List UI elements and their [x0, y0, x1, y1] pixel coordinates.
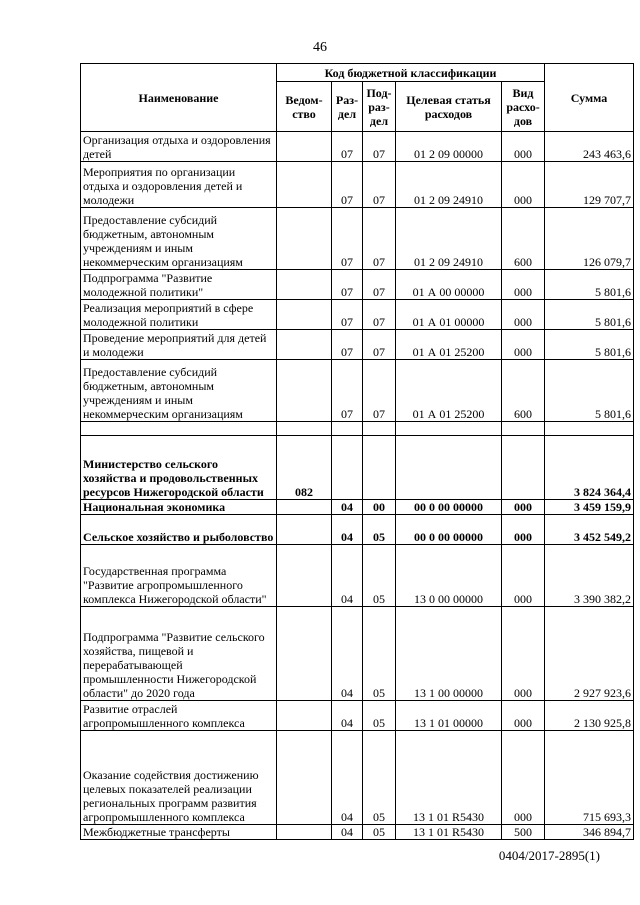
cell-razdel: 04: [332, 731, 363, 825]
cell-tselevaya: [396, 422, 502, 436]
cell-razdel: 04: [332, 701, 363, 731]
cell-name: Мероприятия по организации отдыха и оздоровления детей и молодежи: [81, 162, 277, 208]
cell-razdel: 07: [332, 360, 363, 422]
cell-vedomstvo: [277, 162, 332, 208]
cell-vedomstvo: [277, 701, 332, 731]
table-row: [81, 701, 634, 731]
header-name: Наименование: [81, 64, 277, 132]
cell-name: Подпрограмма "Развитие молодежной политики": [81, 270, 277, 300]
cell-vedomstvo: 082: [277, 436, 332, 500]
cell-sum: 5 801,6: [545, 330, 634, 360]
cell-vid: 000: [502, 607, 545, 701]
cell-sum: 5 801,6: [545, 360, 634, 422]
cell-tselevaya: 01 А 00 00000: [396, 270, 502, 300]
cell-sum: 129 707,7: [545, 162, 634, 208]
cell-tselevaya: 01 А 01 25200: [396, 330, 502, 360]
header-sum: Сумма: [545, 64, 634, 132]
cell-podrazdel: 05: [363, 701, 396, 731]
table-row: [81, 500, 634, 515]
cell-sum: 3 390 382,2: [545, 545, 634, 607]
page-number: 46: [313, 40, 327, 55]
cell-razdel: 07: [332, 270, 363, 300]
cell-razdel: 04: [332, 500, 363, 515]
table-row: [81, 300, 634, 330]
cell-podrazdel: 07: [363, 330, 396, 360]
document-code: 0404/2017-2895(1): [498, 848, 600, 863]
header-razdel: Раз-дел: [332, 82, 363, 132]
cell-razdel: 07: [332, 300, 363, 330]
cell-podrazdel: 05: [363, 731, 396, 825]
cell-razdel: 04: [332, 545, 363, 607]
table-row: [81, 436, 634, 500]
cell-vedomstvo: [277, 300, 332, 330]
cell-vedomstvo: [277, 500, 332, 515]
cell-vedomstvo: [277, 330, 332, 360]
cell-name: Сельское хозяйство и рыболовство: [81, 515, 277, 545]
cell-tselevaya: 01 2 09 24910: [396, 208, 502, 270]
cell-razdel: 04: [332, 515, 363, 545]
cell-sum: 2 927 923,6: [545, 607, 634, 701]
table-row: [81, 132, 634, 162]
cell-podrazdel: 05: [363, 607, 396, 701]
cell-vid: 000: [502, 330, 545, 360]
cell-razdel: 07: [332, 208, 363, 270]
cell-name: Министерство сельского хозяйства и продовольственных ресурсов Нижегородской области: [81, 436, 277, 500]
cell-vedomstvo: [277, 132, 332, 162]
cell-name: Оказание содействия достижению целевых показателей реализации региональных программ развития агропромышленного комплекса: [81, 731, 277, 825]
header-code-group: Код бюджетной классификации: [277, 64, 545, 82]
cell-name: Развитие отраслей агропромышленного комплекса: [81, 701, 277, 731]
cell-tselevaya: 13 0 00 00000: [396, 545, 502, 607]
cell-tselevaya: 00 0 00 00000: [396, 500, 502, 515]
table-row: [81, 330, 634, 360]
cell-vid: 000: [502, 731, 545, 825]
cell-podrazdel: 05: [363, 515, 396, 545]
cell-name: Национальная экономика: [81, 500, 277, 515]
cell-name: Предоставление субсидий бюджетным, автономным учреждениям и иным некоммерческим организациям: [81, 208, 277, 270]
table-row: [81, 515, 634, 545]
cell-sum: 243 463,6: [545, 132, 634, 162]
cell-tselevaya: 01 А 01 00000: [396, 300, 502, 330]
budget-table: [80, 63, 634, 840]
cell-name: Межбюджетные трансферты: [81, 825, 277, 840]
cell-podrazdel: 07: [363, 360, 396, 422]
cell-name: Проведение мероприятий для детей и молодежи: [81, 330, 277, 360]
cell-sum: 5 801,6: [545, 270, 634, 300]
cell-podrazdel: 07: [363, 300, 396, 330]
cell-name: Подпрограмма "Развитие сельского хозяйства, пищевой и перерабатывающей промышленности Нижегородской области" до 2020 года: [81, 607, 277, 701]
cell-podrazdel: 07: [363, 162, 396, 208]
cell-podrazdel: 07: [363, 270, 396, 300]
cell-vid: 000: [502, 545, 545, 607]
header-podrazdel: Под-раз-дел: [363, 82, 396, 132]
cell-vid: [502, 422, 545, 436]
cell-vedomstvo: [277, 545, 332, 607]
header-vid: Вид расхо-дов: [502, 82, 545, 132]
cell-vid: 000: [502, 132, 545, 162]
cell-vid: 600: [502, 208, 545, 270]
cell-vid: 000: [502, 701, 545, 731]
cell-vedomstvo: [277, 825, 332, 840]
cell-vedomstvo: [277, 422, 332, 436]
cell-vid: 000: [502, 500, 545, 515]
cell-podrazdel: 05: [363, 545, 396, 607]
cell-podrazdel: 05: [363, 825, 396, 840]
cell-vedomstvo: [277, 731, 332, 825]
header-tselevaya: Целевая статья расходов: [396, 82, 502, 132]
cell-podrazdel: 00: [363, 500, 396, 515]
cell-vid: 000: [502, 162, 545, 208]
cell-podrazdel: [363, 422, 396, 436]
cell-podrazdel: [363, 436, 396, 500]
cell-sum: 5 801,6: [545, 300, 634, 330]
cell-razdel: [332, 436, 363, 500]
cell-sum: 346 894,7: [545, 825, 634, 840]
cell-razdel: 07: [332, 330, 363, 360]
cell-tselevaya: 00 0 00 00000: [396, 515, 502, 545]
table-body: [81, 132, 634, 840]
cell-sum: 715 693,3: [545, 731, 634, 825]
cell-name: [81, 422, 277, 436]
cell-podrazdel: 07: [363, 208, 396, 270]
cell-sum: 3 452 549,2: [545, 515, 634, 545]
cell-tselevaya: 13 1 01 00000: [396, 701, 502, 731]
cell-tselevaya: 13 1 00 00000: [396, 607, 502, 701]
cell-tselevaya: 01 2 09 24910: [396, 162, 502, 208]
cell-razdel: 07: [332, 132, 363, 162]
cell-name: Организация отдыха и оздоровления детей: [81, 132, 277, 162]
cell-vid: 500: [502, 825, 545, 840]
cell-razdel: 07: [332, 162, 363, 208]
cell-name: Реализация мероприятий в сфере молодежной политики: [81, 300, 277, 330]
header-vedomstvo: Ведом-ство: [277, 82, 332, 132]
cell-razdel: 04: [332, 607, 363, 701]
cell-sum: 3 459 159,9: [545, 500, 634, 515]
cell-vid: 000: [502, 300, 545, 330]
cell-vedomstvo: [277, 607, 332, 701]
cell-tselevaya: 13 1 01 R5430: [396, 825, 502, 840]
cell-vedomstvo: [277, 270, 332, 300]
table-row: [81, 270, 634, 300]
cell-name: Предоставление субсидий бюджетным, автономным учреждениям и иным некоммерческим организациям: [81, 360, 277, 422]
cell-name: Государственная программа "Развитие агропромышленного комплекса Нижегородской области": [81, 545, 277, 607]
cell-vedomstvo: [277, 360, 332, 422]
cell-vid: 000: [502, 270, 545, 300]
table-row: [81, 825, 634, 840]
cell-razdel: [332, 422, 363, 436]
table-row: [81, 208, 634, 270]
cell-sum: 126 079,7: [545, 208, 634, 270]
cell-vedomstvo: [277, 515, 332, 545]
cell-vid: 000: [502, 515, 545, 545]
cell-tselevaya: [396, 436, 502, 500]
cell-tselevaya: 01 А 01 25200: [396, 360, 502, 422]
table-row: [81, 162, 634, 208]
cell-sum: 2 130 925,8: [545, 701, 634, 731]
table-row: [81, 360, 634, 422]
cell-podrazdel: 07: [363, 132, 396, 162]
table-row: [81, 607, 634, 701]
cell-vid: [502, 436, 545, 500]
cell-vid: 600: [502, 360, 545, 422]
table-row: [81, 422, 634, 436]
table-row: [81, 731, 634, 825]
cell-tselevaya: 13 1 01 R5430: [396, 731, 502, 825]
table-row: [81, 545, 634, 607]
cell-sum: 3 824 364,4: [545, 436, 634, 500]
cell-tselevaya: 01 2 09 00000: [396, 132, 502, 162]
cell-sum: [545, 422, 634, 436]
cell-razdel: 04: [332, 825, 363, 840]
cell-vedomstvo: [277, 208, 332, 270]
